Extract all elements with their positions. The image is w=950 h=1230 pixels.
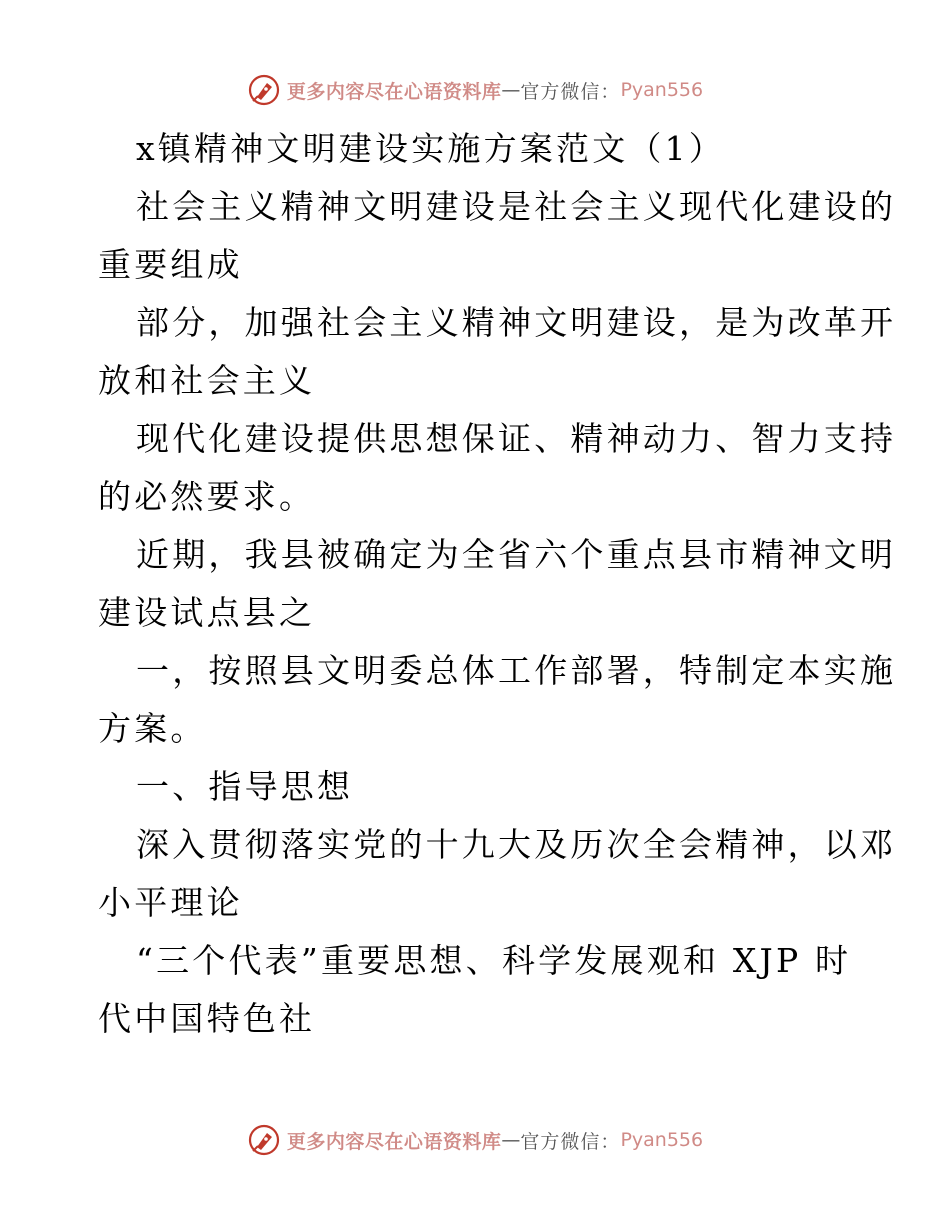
text-line: 方案。 [98, 709, 207, 748]
text-line: 代中国特色社 [98, 999, 316, 1038]
pen-nib-logo-icon [247, 1123, 281, 1157]
watermark-handle: Pyan556 [620, 1129, 704, 1151]
watermark-handle: Pyan556 [620, 79, 704, 101]
text-line: 小平理论 [98, 883, 243, 922]
text-line: 部分，加强社会主义精神文明建设，是为改革开 [136, 303, 897, 342]
text-line: 现代化建设提供思想保证、精神动力、智力支持 [136, 419, 897, 458]
text-line: 近期，我县被确定为全省六个重点县市精神文明 [136, 535, 897, 574]
pen-nib-logo-icon [247, 73, 281, 107]
watermark-sub-text: 官方微信： [520, 80, 621, 103]
document-body [98, 120, 897, 1048]
header-watermark [0, 70, 950, 110]
text-line: 的必然要求。 [98, 477, 316, 516]
text-line: 一、指导思想 [136, 767, 354, 806]
text-line: 重要组成 [98, 245, 243, 284]
watermark-separator: — [501, 79, 521, 101]
footer-watermark [0, 1120, 950, 1160]
watermark-main-text: 更多内容尽在心语资料库 [286, 1130, 502, 1153]
watermark-main-text: 更多内容尽在心语资料库 [286, 80, 502, 103]
text-line: 建设试点县之 [98, 593, 316, 632]
text-line: “三个代表”重要思想、科学发展观和 XJP 时 [136, 941, 852, 980]
watermark-sub-text: 官方微信： [520, 1130, 621, 1153]
text-line: 社会主义精神文明建设是社会主义现代化建设的 [136, 187, 897, 226]
text-line: 一，按照县文明委总体工作部署，特制定本实施 [136, 651, 897, 690]
watermark-separator: — [501, 1129, 521, 1151]
text-line: x镇精神文明建设实施方案范文（1） [136, 129, 726, 168]
text-line: 放和社会主义 [98, 361, 316, 400]
text-line: 深入贯彻落实党的十九大及历次全会精神，以邓 [136, 825, 897, 864]
